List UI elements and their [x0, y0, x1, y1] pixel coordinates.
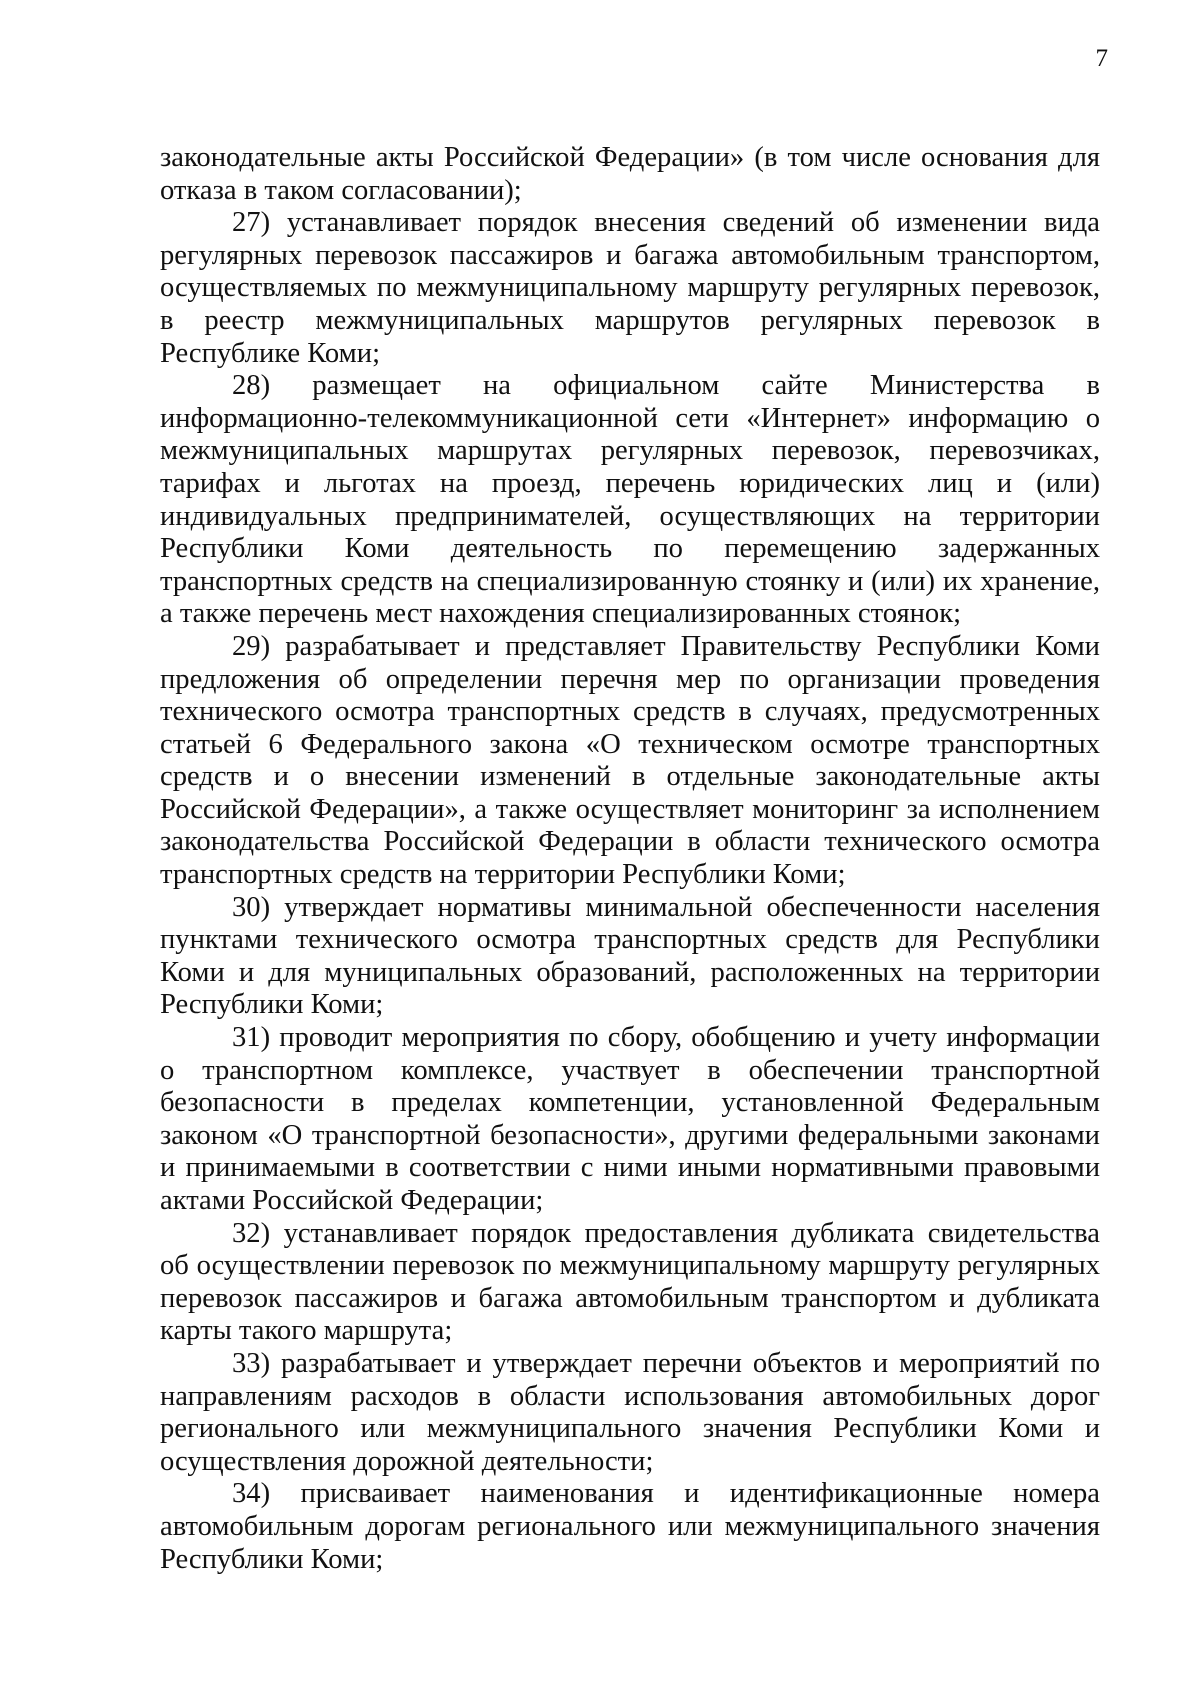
paragraph-34: 34) присваивает наименования и идентификационные номера автомобильным дорогам регионального или межмуниципального значения Республики Коми; — [160, 1478, 1100, 1575]
document-body — [160, 142, 1100, 1576]
paragraph-31: 31) проводит мероприятия по сбору, обобщению и учету информации о транспортном комплексе, участвует в обеспечении транспортной безопасности в пределах компетенции, установленной Федеральным законом «О транспортной безопасности», другими федеральными законами и принимаемыми в соответствии с ними иными нормативными правовыми актами Российской Федерации; — [160, 1022, 1100, 1216]
paragraph-26-continuation: законодательные акты Российской Федерации» (в том числе основания для отказа в таком согласовании); — [160, 142, 1100, 206]
paragraph-33: 33) разрабатывает и утверждает перечни объектов и мероприятий по направлениям расходов в области использования автомобильных дорог регионального или межмуниципального значения Республики Коми и осуществления дорожной деятельности; — [160, 1347, 1100, 1477]
paragraph-29: 29) разрабатывает и представляет Правительству Республики Коми предложения об определении перечня мер по организации проведения технического осмотра транспортных средств в случаях, предусмотренных статьей 6 Федерального закона «О техническом осмотре транспортных средств и о внесении изменений в отдельные законодательные акты Российской Федерации», а также осуществляет мониторинг за исполнением законодательства Российской Федерации в области технического осмотра транспортных средств на территории Республики Коми; — [160, 630, 1100, 891]
paragraph-30: 30) утверждает нормативы минимальной обеспеченности населения пунктами технического осмотра транспортных средств для Республики Коми и для муниципальных образований, расположенных на территории Республики Коми; — [160, 891, 1100, 1021]
paragraph-27: 27) устанавливает порядок внесения сведений об изменении вида регулярных перевозок пассажиров и багажа автомобильным транспортом, осуществляемых по межмуниципальному маршруту регулярных перевозок, в реестр межмуниципальных маршрутов регулярных перевозок в Республике Коми; — [160, 207, 1100, 369]
page-number: 7 — [1095, 45, 1108, 72]
paragraph-32: 32) устанавливает порядок предоставления дубликата свидетельства об осуществлении перевозок по межмуниципальному маршруту регулярных перевозок пассажиров и багажа автомобильным транспортом и дубликата карты такого маршрута; — [160, 1217, 1100, 1347]
paragraph-28: 28) размещает на официальном сайте Министерства в информационно-телекоммуникационной сети «Интернет» информацию о межмуниципальных маршрутах регулярных перевозок, перевозчиках, тарифах и льготах на проезд, перечень юридических лиц и (или) индивидуальных предпринимателей, осуществляющих на территории Республики Коми деятельность по перемещению задержанных транспортных средств на специализированную стоянку и (или) их хранение, а также перечень мест нахождения специализированных стоянок; — [160, 370, 1100, 630]
